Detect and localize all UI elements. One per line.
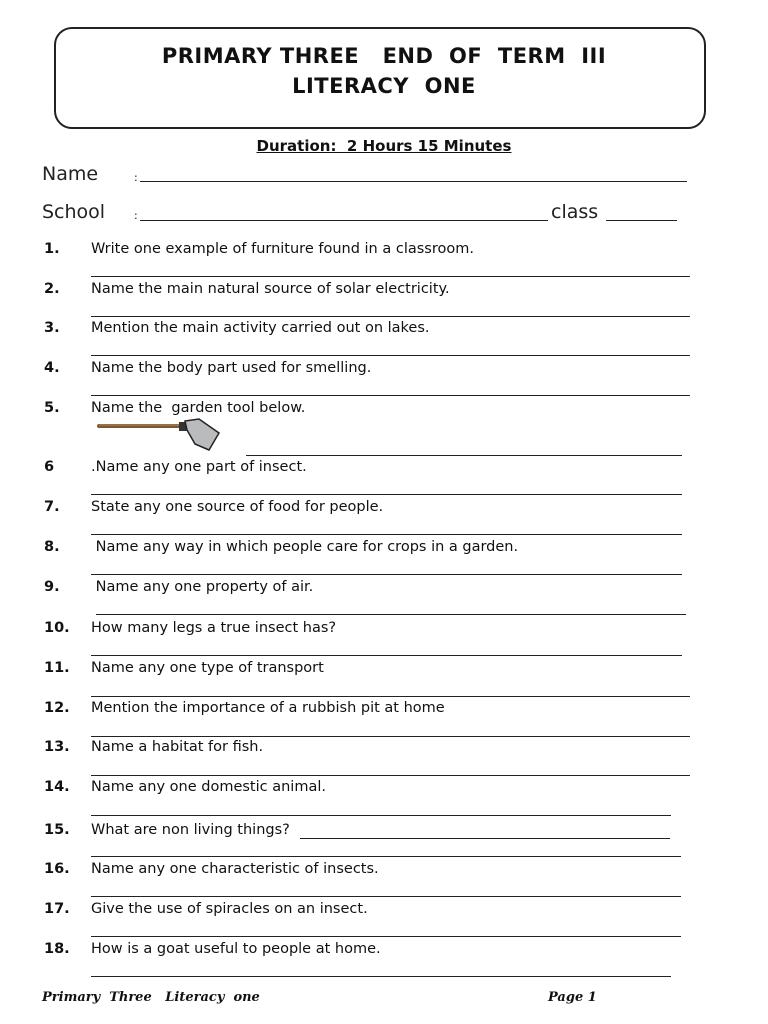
footer-subject: Primary Three Literacy one xyxy=(42,990,260,1005)
question-number: 1. xyxy=(44,241,60,257)
answer-line[interactable] xyxy=(91,736,690,737)
answer-line[interactable] xyxy=(91,976,671,977)
question-text: Name any way in which people care for crops in a garden. xyxy=(91,539,519,555)
school-line[interactable] xyxy=(140,220,548,221)
question-text: Write one example of furniture found in a classroom. xyxy=(91,241,474,257)
question-text: Name any one type of transport xyxy=(91,660,324,676)
hoe-icon xyxy=(97,416,223,454)
answer-line[interactable] xyxy=(91,696,690,697)
subject-title: LITERACY ONE xyxy=(292,74,476,98)
answer-line[interactable] xyxy=(91,395,690,396)
question-number: 11. xyxy=(44,660,70,676)
answer-line[interactable] xyxy=(91,494,682,495)
exam-title: PRIMARY THREE END OF TERM III xyxy=(161,44,607,68)
answer-line[interactable] xyxy=(91,316,690,317)
question-text: Name the garden tool below. xyxy=(91,400,306,416)
question-text: Name the main natural source of solar electricity. xyxy=(91,281,450,297)
question-number: 4. xyxy=(44,360,60,376)
question-number: 3. xyxy=(44,320,60,336)
question-number: 7. xyxy=(44,499,60,515)
question-number: 12. xyxy=(44,700,70,716)
answer-line[interactable] xyxy=(91,775,690,776)
answer-line[interactable] xyxy=(96,614,686,615)
question-number: 16. xyxy=(44,861,70,877)
answer-line[interactable] xyxy=(91,534,682,535)
class-label: class xyxy=(551,201,599,223)
class-line[interactable] xyxy=(606,220,677,221)
answer-line[interactable] xyxy=(91,856,681,857)
question-number: 18. xyxy=(44,941,70,957)
duration: Duration: 2 Hours 15 Minutes xyxy=(256,137,512,155)
question-number: 2. xyxy=(44,281,60,297)
question-text: .Name any one part of insect. xyxy=(91,459,307,475)
question-number: 8. xyxy=(44,539,60,555)
question-text: State any one source of food for people. xyxy=(91,499,384,515)
question-number: 6 xyxy=(44,459,55,475)
answer-line[interactable] xyxy=(91,896,681,897)
question-text: Mention the importance of a rubbish pit at home xyxy=(91,700,445,716)
question-text: Give the use of spiracles on an insect. xyxy=(91,901,368,917)
question-text: How is a goat useful to people at home. xyxy=(91,941,381,957)
answer-line[interactable] xyxy=(246,455,682,456)
question-text: Name a habitat for fish. xyxy=(91,739,264,755)
question-text: Name any one property of air. xyxy=(91,579,314,595)
name-line[interactable] xyxy=(140,181,687,182)
question-text: Mention the main activity carried out on lakes. xyxy=(91,320,430,336)
question-text: Name any one domestic animal. xyxy=(91,779,326,795)
answer-line[interactable] xyxy=(91,574,682,575)
school-colon: : xyxy=(134,209,138,222)
question-text: Name any one characteristic of insects. xyxy=(91,861,379,877)
question-number: 13. xyxy=(44,739,70,755)
question-number: 17. xyxy=(44,901,70,917)
answer-line[interactable] xyxy=(300,838,670,839)
school-label: School xyxy=(42,201,106,223)
question-text: What are non living things? xyxy=(91,822,290,838)
question-number: 9. xyxy=(44,579,60,595)
name-label: Name xyxy=(42,163,99,185)
answer-line[interactable] xyxy=(91,655,682,656)
answer-line[interactable] xyxy=(91,355,690,356)
answer-line[interactable] xyxy=(91,936,681,937)
question-number: 10. xyxy=(44,620,70,636)
answer-line[interactable] xyxy=(91,276,690,277)
name-colon: : xyxy=(134,171,138,184)
answer-line[interactable] xyxy=(91,815,671,816)
question-number: 5. xyxy=(44,400,60,416)
page-number: Page 1 xyxy=(548,990,597,1005)
question-number: 15. xyxy=(44,822,70,838)
question-text: Name the body part used for smelling. xyxy=(91,360,372,376)
question-number: 14. xyxy=(44,779,70,795)
question-text: How many legs a true insect has? xyxy=(91,620,337,636)
